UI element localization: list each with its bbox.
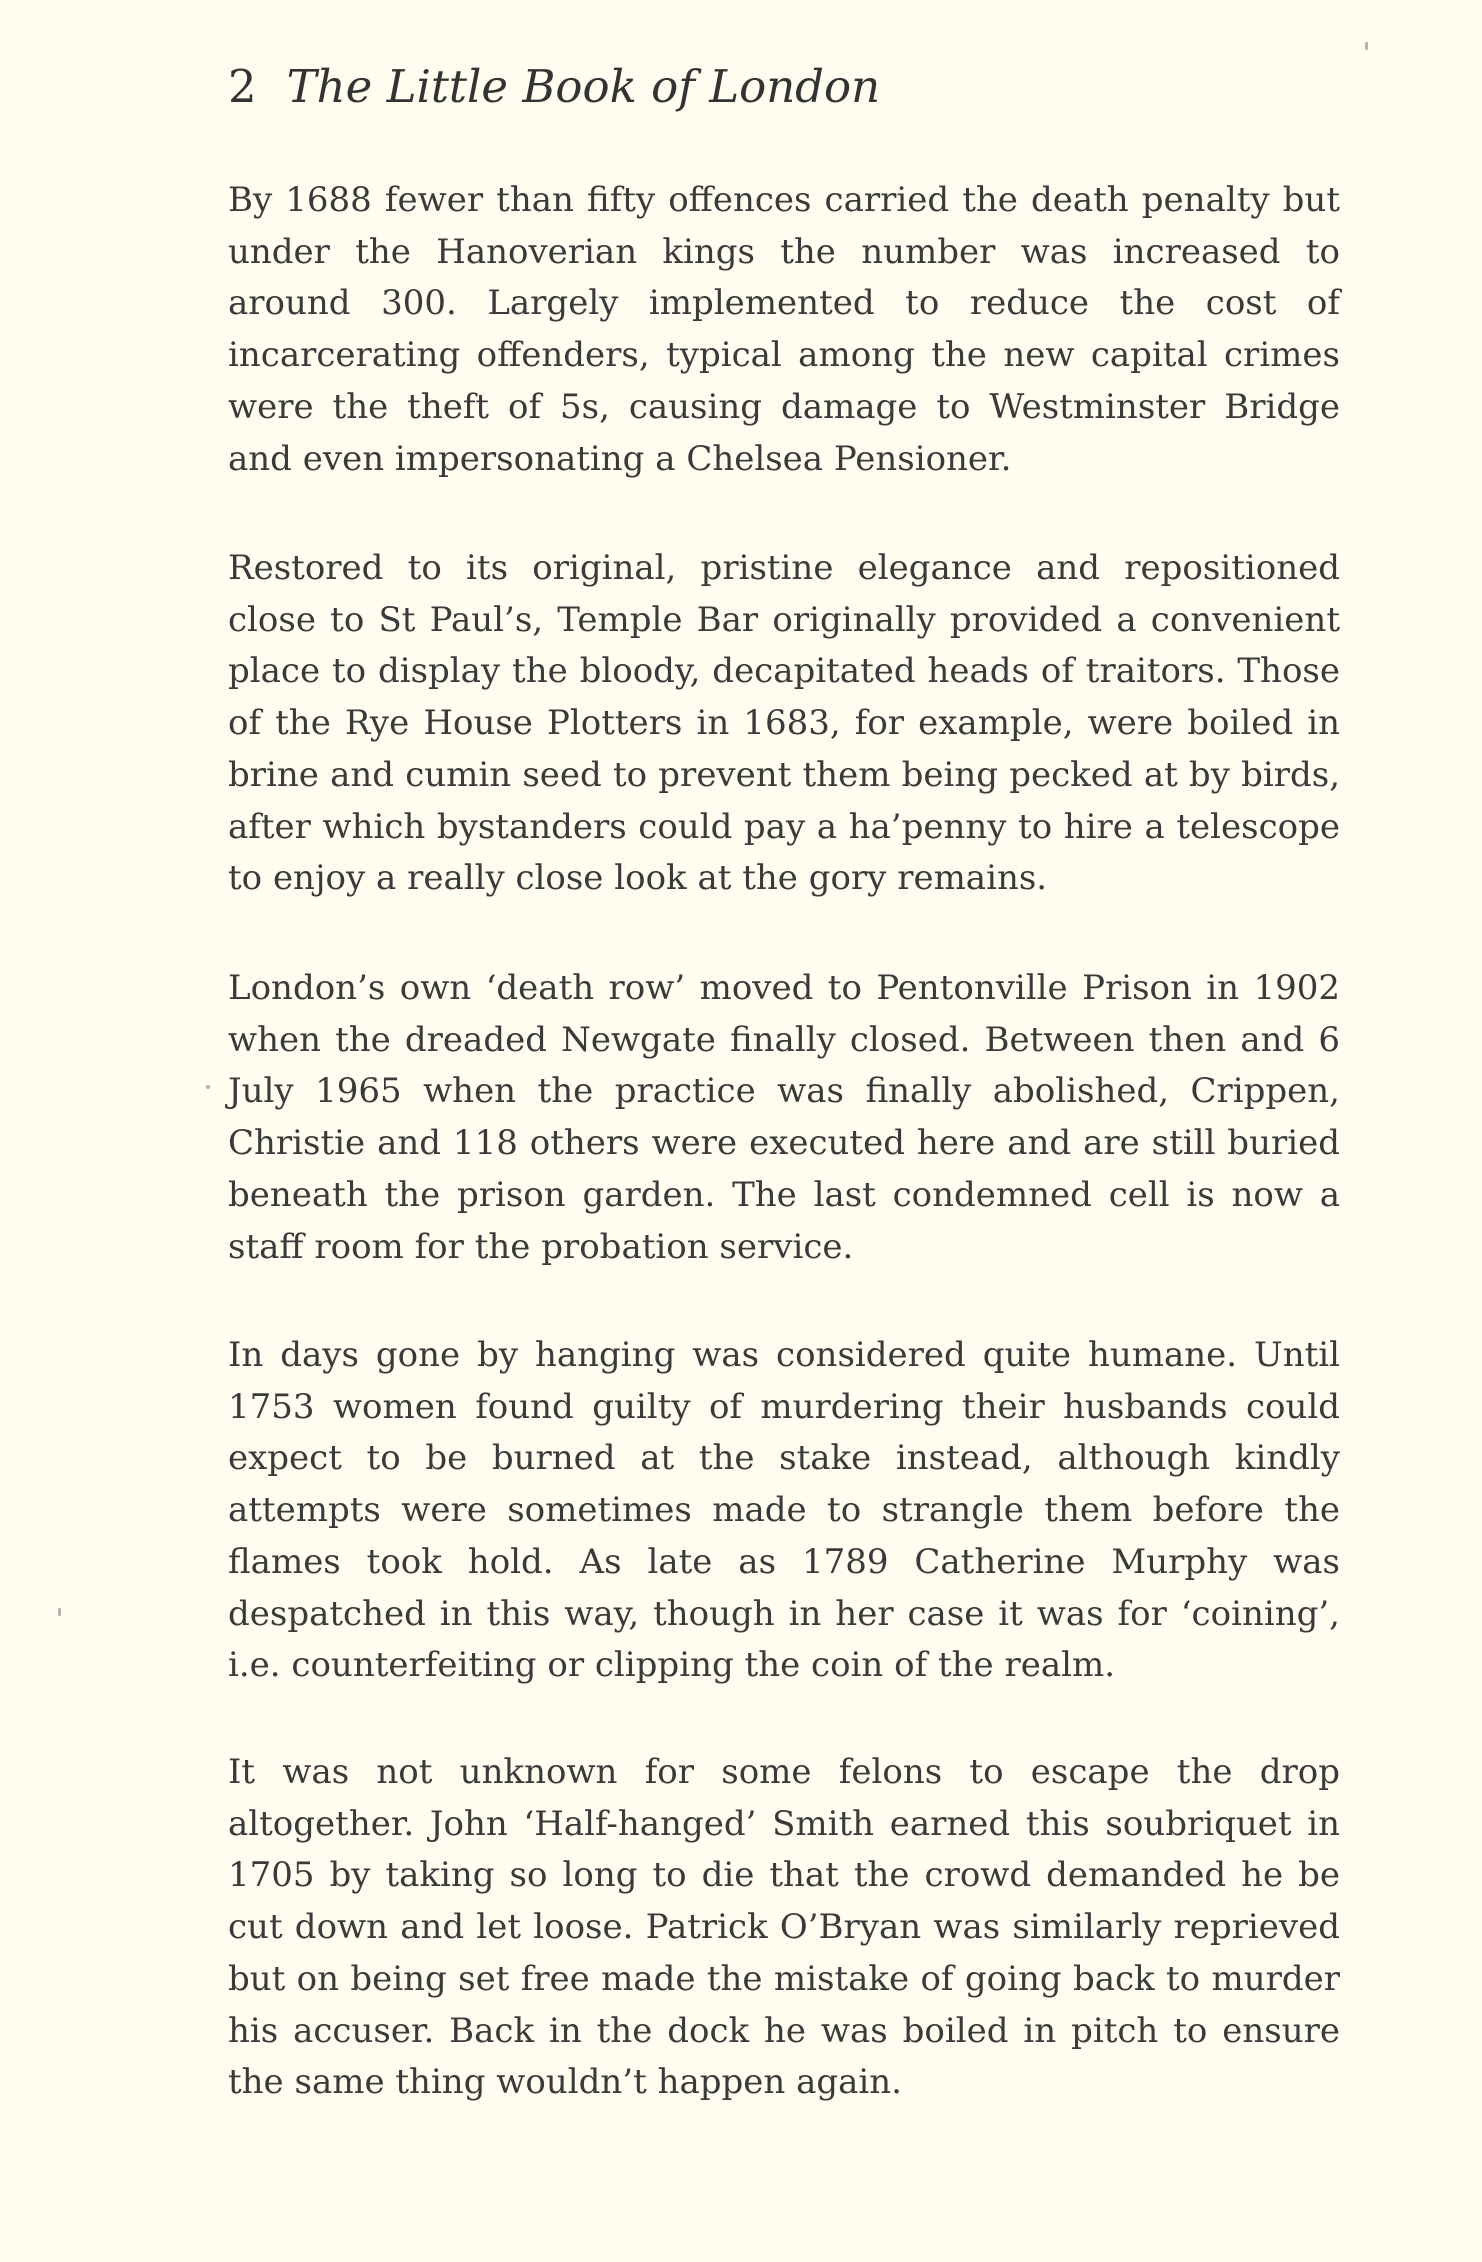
paragraph-temple-bar: Restored to its original, pristine elegance and repositioned close to St Paul’s, Temple Bar originally provided a convenient place to display the bloody, decapitated heads of traitors. Those of the Rye House Plotters in 1683, for example, were boiled in brine and cumin seed to prevent them being pecked at by birds, after which bystanders could pay a ha’penny to hire a telescope to enjoy a really close look at the gory remains. (228, 548, 1340, 899)
book-title: The Little Book of London (286, 60, 881, 113)
scan-speck (206, 1085, 210, 1089)
paragraph-death-penalty: By 1688 fewer than fifty offences carried the death penalty but under the Hanoverian kings the number was increased to around 300. Largely implemented to reduce the cost of incarcerating offenders, typical among the new capital crimes were the theft of 5s, causing damage to Westminster Bridge and even impersonating a Chelsea Pensioner. (228, 180, 1340, 479)
scan-speck (58, 1608, 61, 1616)
page-number: 2 (228, 60, 257, 113)
scan-speck (1365, 42, 1368, 50)
paragraph-death-row: London’s own ‘death row’ moved to Pentonville Prison in 1902 when the dreaded Newgate finally closed. Between then and 6 July 1965 when the practice was finally abolished, Crippen, Christie and 118 others were executed here and are still buried beneath the prison garden. The last condemned cell is now a staff room for the probation service. (228, 968, 1340, 1267)
paragraph-escape-drop: It was not unknown for some felons to escape the drop altogether. John ‘Half-hanged’ Smith earned this soubriquet in 1705 by taking so long to die that the crowd demanded he be cut down and let loose. Patrick O’Bryan was similarly reprieved but on being set free made the mistake of going back to murder his accuser. Back in the dock he was boiled in pitch to ensure the same thing wouldn’t happen again. (228, 1752, 1340, 2103)
running-header (228, 58, 880, 116)
paragraph-hanging-humane: In days gone by hanging was considered quite humane. Until 1753 women found guilty of murdering their husbands could expect to be burned at the stake instead, although kindly attempts were sometimes made to strangle them before the flames took hold. As late as 1789 Catherine Murphy was despatched in this way, though in her case it was for ‘coining’, i.e. counterfeiting or clipping the coin of the realm. (228, 1335, 1340, 1686)
